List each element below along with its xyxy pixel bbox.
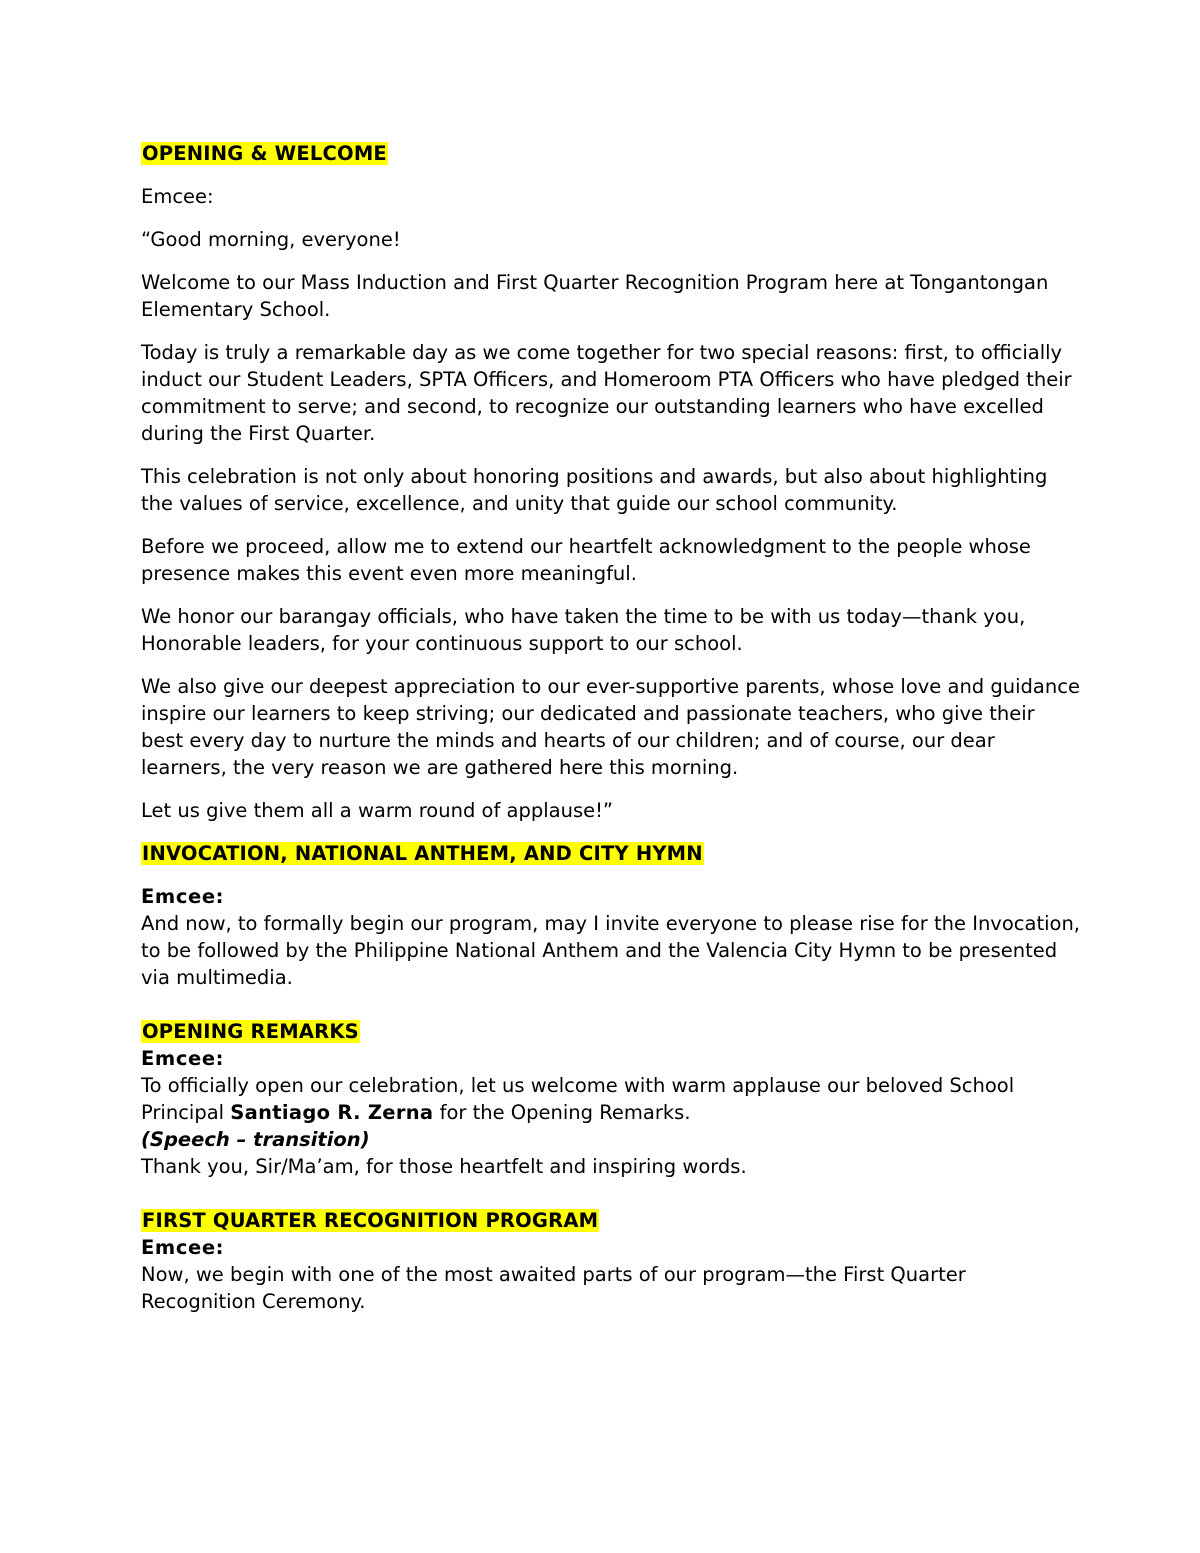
paragraph: And now, to formally begin our program, may I invite everyone to please rise for the Invocation, to be followed by the Philippine National Anthem and the Valencia City Hymn to be presented via multimedia. bbox=[141, 912, 1080, 989]
paragraph-text: for the Opening Remarks. bbox=[433, 1101, 691, 1124]
section-heading: FIRST QUARTER RECOGNITION PROGRAM bbox=[142, 1209, 599, 1232]
paragraph: Welcome to our Mass Induction and First Quarter Recognition Program here at Tongantongan Elementary School. bbox=[141, 271, 1049, 321]
paragraph: Thank you, Sir/Ma’am, for those heartfelt and inspiring words. bbox=[141, 1155, 747, 1178]
paragraph bbox=[141, 1072, 1081, 1126]
paragraph: We honor our barangay officials, who have taken the time to be with us today—thank you, Honorable leaders, for your continuous support to our school. bbox=[141, 605, 1026, 655]
section-heading: OPENING & WELCOME bbox=[142, 142, 387, 165]
emcee-label: Emcee: bbox=[141, 1047, 225, 1070]
emcee-label: Emcee: bbox=[141, 185, 214, 208]
section-opening-welcome bbox=[141, 140, 1081, 167]
greeting-text: “Good morning, everyone! bbox=[141, 228, 401, 251]
transition-note: (Speech – transition) bbox=[141, 1128, 370, 1151]
section-invocation bbox=[141, 840, 1081, 867]
paragraph: We also give our deepest appreciation to our ever-supportive parents, whose love and guidance inspire our learners to keep striving; our dedicated and passionate teachers, who give their best every day to nurture the minds and hearts of our children; and of course, our dear learners, the very reason we are gathered here this morning. bbox=[141, 675, 1080, 779]
section-opening-remarks bbox=[141, 1018, 1081, 1045]
paragraph-text: To officially open our celebration, let us welcome with warm applause our beloved School Principal bbox=[141, 1074, 1015, 1124]
emcee-label: Emcee: bbox=[141, 1236, 225, 1259]
paragraph: Now, we begin with one of the most awaited parts of our program—the First Quarter Recognition Ceremony. bbox=[141, 1263, 966, 1313]
paragraph: This celebration is not only about honoring positions and awards, but also about highlighting the values of service, excellence, and unity that guide our school community. bbox=[141, 465, 1048, 515]
section-heading: INVOCATION, NATIONAL ANTHEM, AND CITY HYMN bbox=[142, 842, 703, 865]
section-heading: OPENING REMARKS bbox=[142, 1020, 359, 1043]
document-page bbox=[141, 140, 1081, 1331]
section-recognition bbox=[141, 1207, 1081, 1234]
paragraph: Before we proceed, allow me to extend our heartfelt acknowledgment to the people whose presence makes this event even more meaningful. bbox=[141, 535, 1031, 585]
principal-name: Santiago R. Zerna bbox=[230, 1101, 434, 1124]
emcee-label: Emcee: bbox=[141, 885, 225, 908]
paragraph: Today is truly a remarkable day as we come together for two special reasons: first, to officially induct our Student Leaders, SPTA Officers, and Homeroom PTA Officers who have pledged their commitment to serve; and second, to recognize our outstanding learners who have excelled during the First Quarter. bbox=[141, 341, 1072, 445]
paragraph: Let us give them all a warm round of applause!” bbox=[141, 799, 614, 822]
